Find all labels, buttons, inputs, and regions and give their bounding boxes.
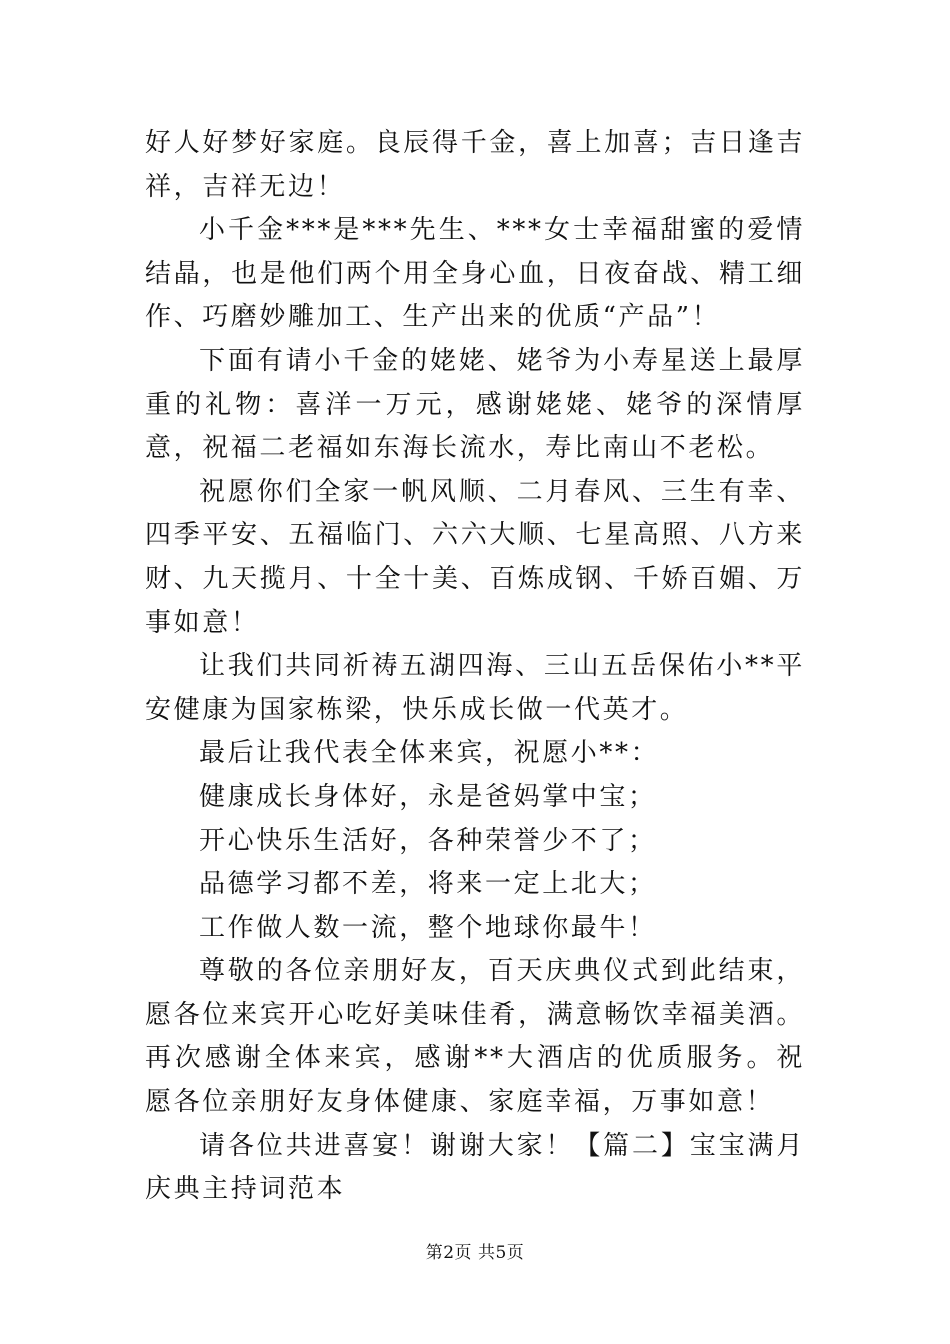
paragraph-final: 请各位共进喜宴！谢谢大家！【篇二】宝宝满月庆典主持词范本: [145, 1130, 805, 1205]
poem-line-2: 开心快乐生活好，各种荣誉少不了；: [199, 825, 657, 856]
paragraph-1: 好人好梦好家庭。良辰得千金，喜上加喜；吉日逢吉祥，吉祥无边！: [145, 128, 805, 202]
poem-line-3: 品德学习都不差，将来一定上北大；: [199, 869, 657, 900]
document-body: [145, 122, 805, 1212]
poem-line-4: 工作做人数一流，整个地球你最牛！: [199, 912, 657, 943]
paragraph-5: 让我们共同祈祷五湖四海、三山五岳保佑小**平安健康为国家栋梁，快乐成长做一代英才。: [145, 651, 805, 725]
paragraph-2: 小千金***是***先生、***女士幸福甜蜜的爱情结晶，也是他们两个用全身心血，日夜奋战、精工细作、巧磨妙雕加工、生产出来的优质“产品”！: [145, 215, 805, 333]
paragraph-6: 最后让我代表全体来宾，祝愿小**：: [199, 738, 660, 769]
paragraph-3: 下面有请小千金的姥姥、姥爷为小寿星送上最厚重的礼物：喜洋一万元，感谢姥姥、姥爷的深情厚意，祝福二老福如东海长流水，寿比南山不老松。: [145, 345, 805, 464]
paragraph-closing: 尊敬的各位亲朋好友，百天庆典仪式到此结束，愿各位来宾开心吃好美味佳肴，满意畅饮幸福美酒。再次感谢全体来宾，感谢**大酒店的优质服务。祝愿各位亲朋好友身体健康、家庭幸福，万事如意！: [145, 956, 805, 1118]
paragraph-4: 祝愿你们全家一帆风顺、二月春风、三生有幸、四季平安、五福临门、六六大顺、七星高照、八方来财、九天揽月、十全十美、百炼成钢、千娇百媚、万事如意！: [145, 476, 805, 638]
page-number-footer: 第2页 共5页: [425, 1243, 525, 1263]
poem-line-1: 健康成长身体好，永是爸妈掌中宝；: [199, 781, 657, 812]
